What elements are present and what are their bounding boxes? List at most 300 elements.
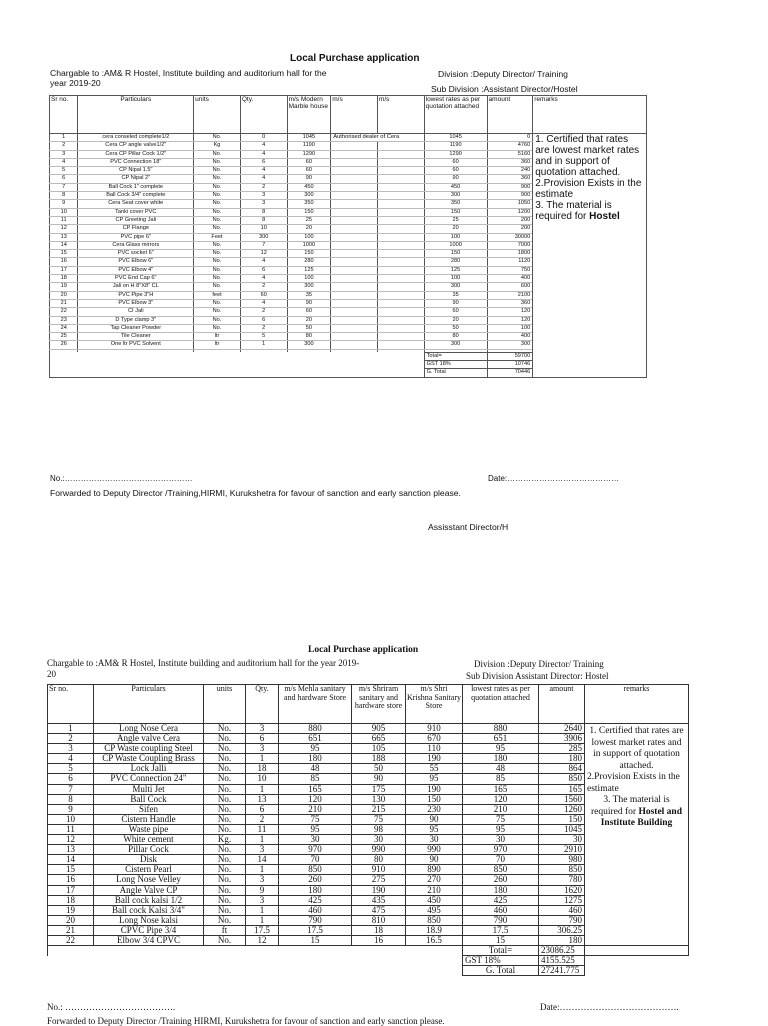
form2-cell-vendor3: 150: [406, 794, 463, 804]
form1-cell-amount: 4760: [487, 142, 533, 150]
form1-cell-lowest: 60: [424, 308, 487, 316]
form1-cell-qty: 0: [240, 134, 287, 142]
form1-cell-units: No.: [194, 208, 241, 216]
form1-cell-lowest: 1190: [424, 142, 487, 150]
form1-cell-srno: 24: [50, 324, 78, 332]
form1-cell-units: No.: [194, 316, 241, 324]
form1-cell-lowest: 150: [424, 208, 487, 216]
form2-cell-units: No.: [204, 915, 246, 925]
form2-header-qty: Qty.: [246, 685, 279, 724]
form2-cell-particulars: CP Waste Coupling Brass: [94, 754, 204, 764]
form2-cell-amount: 2910: [539, 845, 585, 855]
form1-cell-amount: 400: [487, 333, 533, 341]
form1-cell-qty: 8: [240, 208, 287, 216]
form1-cell-vendor3: [377, 341, 424, 349]
form2-cell-vendor2: 275: [352, 875, 406, 885]
form1-cell-lowest: 20: [424, 316, 487, 324]
form1-cell-lowest: 90: [424, 299, 487, 307]
form1-cell-vendor1: 100: [287, 275, 331, 283]
form1-header-vendor3: m/s: [377, 96, 424, 134]
form2-cell-particulars: Disk: [94, 855, 204, 865]
form2-cell-qty: 10: [246, 774, 279, 784]
form1-cell-amount: 1200: [487, 208, 533, 216]
form2-cell-vendor2: 50: [352, 764, 406, 774]
form1-cell-qty: 8: [240, 216, 287, 224]
form1-cell-particulars: One ltr PVC Solvent: [78, 341, 194, 349]
form1-cell-vendor2: [331, 308, 378, 316]
form1-cell-qty: 60: [240, 291, 287, 299]
form2-cell-vendor2: 188: [352, 754, 406, 764]
form2-cell-particulars: Multi Jet: [94, 784, 204, 794]
form1-cell-lowest: 150: [424, 250, 487, 258]
form2-cell-amount: 2640: [539, 724, 585, 734]
form1-cell-units: feet: [194, 291, 241, 299]
form2-cell-srno: 20: [48, 915, 94, 925]
form1-cell-lowest: 125: [424, 266, 487, 274]
form1-cell-vendor1: 280: [287, 258, 331, 266]
form2-table: [47, 684, 689, 976]
form1-chargeable-line2: year 2019-20: [50, 78, 101, 88]
form1-cell-lowest: 1290: [424, 150, 487, 158]
form2-cell-particulars: Ball Cock: [94, 794, 204, 804]
form2-cell-units: No.: [204, 804, 246, 814]
form1-cell-units: ltr: [194, 341, 241, 349]
form2-total-value: 23086.25: [539, 946, 585, 956]
form1-cell-srno: 14: [50, 241, 78, 249]
form1-cell-amount: 900: [487, 183, 533, 191]
form2-cell-units: No.: [204, 905, 246, 915]
form2-cell-vendor2: 905: [352, 724, 406, 734]
form1-cell-units: No.: [194, 158, 241, 166]
form2-cell-vendor1: 790: [279, 915, 352, 925]
form1-cell-amount: 7000: [487, 241, 533, 249]
form1-cell-vendor2: [331, 183, 378, 191]
form2-header-particulars: Particulars: [94, 685, 204, 724]
form1-cell-particulars: CI Jali: [78, 308, 194, 316]
form1-cell-qty: 6: [240, 266, 287, 274]
form1-cell-vendor3: [377, 150, 424, 158]
form2-cell-particulars: CPVC Pipe 3/4: [94, 925, 204, 935]
form1-cell-amount: 400: [487, 275, 533, 283]
form1-cell-qty: 6: [240, 158, 287, 166]
form2-cell-qty: 1: [246, 835, 279, 845]
form1-total-row: [50, 369, 647, 377]
form2-cell-lowest: 880: [463, 724, 539, 734]
form1-cell-vendor2: [331, 233, 378, 241]
form2-cell-qty: 6: [246, 804, 279, 814]
form2-cell-qty: 6: [246, 734, 279, 744]
form2-total-row: [48, 956, 689, 966]
form1-cell-particulars: PVC Elbow 4": [78, 266, 194, 274]
form2-cell-lowest: 48: [463, 764, 539, 774]
form1-cell-vendor1: 300: [287, 341, 331, 349]
form2-total-blank: [48, 946, 463, 956]
form2-cell-vendor3: 670: [406, 734, 463, 744]
form2-cell-qty: 2: [246, 814, 279, 824]
form2-cell-amount: 180: [539, 754, 585, 764]
form2-cell-vendor3: 55: [406, 764, 463, 774]
form1-cell-vendor2: [331, 142, 378, 150]
form2-cell-vendor1: 75: [279, 814, 352, 824]
form2-cell-qty: 1: [246, 754, 279, 764]
form2-cell-lowest: 30: [463, 835, 539, 845]
form1-cell-srno: 1: [50, 134, 78, 142]
form1-header-particulars: Particulars: [78, 96, 194, 134]
form2-cell-srno: 7: [48, 784, 94, 794]
form2-cell-amount: 850: [539, 774, 585, 784]
form2-cell-srno: 12: [48, 835, 94, 845]
form1-cell-particulars: CP Greeting Jali: [78, 216, 194, 224]
form1-cell-srno: 26: [50, 341, 78, 349]
form2-cell-amount: 780: [539, 875, 585, 885]
form2-cell-srno: 9: [48, 804, 94, 814]
form1-chargeable: [50, 68, 327, 88]
form2-cell-qty: 17.5: [246, 925, 279, 935]
form1-cell-qty: 3: [240, 200, 287, 208]
form1-cell-units: No.: [194, 250, 241, 258]
form1-cell-units: No.: [194, 192, 241, 200]
form2-header-remarks: remarks: [585, 685, 689, 724]
form1-cell-units: No.: [194, 183, 241, 191]
form2-remark-3-text: 3. The material is required for: [590, 795, 670, 817]
form1-cell-lowest: 280: [424, 258, 487, 266]
form2-total-value: 27241.775: [539, 966, 585, 976]
form1-cell-lowest: 50: [424, 324, 487, 332]
form2-cell-vendor3: 16.5: [406, 935, 463, 945]
form1-cell-amount: 750: [487, 266, 533, 274]
form2-cell-units: No.: [204, 865, 246, 875]
form1-cell-srno: 10: [50, 208, 78, 216]
form2-cell-qty: 18: [246, 764, 279, 774]
form1-cell-vendor2: [331, 333, 378, 341]
form1-cell-vendor2: [331, 241, 378, 249]
form1-cell-units: No.: [194, 283, 241, 291]
form2-cell-units: No.: [204, 754, 246, 764]
form2-cell-particulars: Long Nose Cera: [94, 724, 204, 734]
form2-total-label: Total=: [463, 946, 539, 956]
form2-cell-vendor2: 16: [352, 935, 406, 945]
form1-cell-vendor3: [377, 258, 424, 266]
form2-cell-srno: 4: [48, 754, 94, 764]
form1-cell-srno: 17: [50, 266, 78, 274]
form1-cell-qty: 4: [240, 167, 287, 175]
form1-cell-amount: 900: [487, 192, 533, 200]
form1-cell-vendor1: 1000: [287, 241, 331, 249]
form2-cell-vendor1: 70: [279, 855, 352, 865]
form1-cell-vendor1: 450: [287, 183, 331, 191]
form1-cell-srno: 6: [50, 175, 78, 183]
form2-total-label: GST 18%: [463, 956, 539, 966]
form2-cell-units: ft: [204, 925, 246, 935]
form1-cell-vendor2: [331, 158, 378, 166]
form2-cell-srno: 21: [48, 925, 94, 935]
form2-cell-amount: 1260: [539, 804, 585, 814]
form1-cell-particulars: Tanki cover PVC: [78, 208, 194, 216]
form1-cell-particulars: Cera CP Pillar Cock 1/2": [78, 150, 194, 158]
form1-cell-vendor3: [377, 250, 424, 258]
form1-title: Local Purchase application: [290, 53, 420, 64]
form1-cell-amount: 360: [487, 299, 533, 307]
form1-cell-particulars: Cera Glass mirrors: [78, 241, 194, 249]
form1-cell-srno: 4: [50, 158, 78, 166]
form1-cell-vendor1: 100: [287, 233, 331, 241]
form1-cell-vendor2: [331, 291, 378, 299]
form1-cell-lowest: 90: [424, 175, 487, 183]
form2-cell-srno: 17: [48, 885, 94, 895]
form1-cell-vendor2: [331, 324, 378, 332]
form1-cell-amount: 1800: [487, 250, 533, 258]
form1-cell-qty: 4: [240, 299, 287, 307]
form2-cell-srno: 22: [48, 935, 94, 945]
form1-cell-lowest: 300: [424, 283, 487, 291]
form1-cell-vendor3: [377, 183, 424, 191]
form1-cell-vendor3: [377, 167, 424, 175]
form2-cell-srno: 16: [48, 875, 94, 885]
form2-cell-vendor1: 85: [279, 774, 352, 784]
form1-total-blank: [50, 352, 425, 360]
form2-cell-amount: 864: [539, 764, 585, 774]
form1-cell-vendor1: 90: [287, 299, 331, 307]
form1-cell-srno: 13: [50, 233, 78, 241]
form1-cell-vendor1: 60: [287, 308, 331, 316]
form2-cell-vendor1: 210: [279, 804, 352, 814]
form2-cell-particulars: Angle valve Cera: [94, 734, 204, 744]
form2-cell-vendor1: 165: [279, 784, 352, 794]
form1-cell-vendor2: [331, 208, 378, 216]
form2-cell-units: No.: [204, 774, 246, 784]
form1-cell-units: No.: [194, 258, 241, 266]
form2-cell-units: No.: [204, 794, 246, 804]
form2-cell-qty: 1: [246, 784, 279, 794]
form2-cell-srno: 8: [48, 794, 94, 804]
form2-header-vendor1: m/s Mehla sanitary and hardware Store: [279, 685, 352, 724]
form2-cell-particulars: White cement: [94, 835, 204, 845]
form1-cell-qty: 2: [240, 324, 287, 332]
form2-total-row: [48, 966, 689, 976]
form2-cell-srno: 10: [48, 814, 94, 824]
form1-cell-units: No.: [194, 167, 241, 175]
form1-cell-vendor1: 60: [287, 158, 331, 166]
form1-cell-units: No.: [194, 324, 241, 332]
form1-cell-particulars: PVC Connection 18": [78, 158, 194, 166]
form1-cell-units: No.: [194, 150, 241, 158]
form1-cell-lowest: 80: [424, 333, 487, 341]
form2-remark-1: 1. Certified that rates are lowest market rates and in support of quotation attached.: [589, 726, 684, 771]
form2-cell-units: No.: [204, 895, 246, 905]
form2-cell-vendor2: 90: [352, 774, 406, 784]
form1-total-label: G. Total: [424, 369, 487, 377]
form1-cell-particulars: Ball Cock 1" complete: [78, 183, 194, 191]
form2-cell-lowest: 970: [463, 845, 539, 855]
form1-cell-units: No.: [194, 200, 241, 208]
form2-cell-vendor1: 880: [279, 724, 352, 734]
form2-cell-lowest: 790: [463, 915, 539, 925]
form1-total-label: GST 18%: [424, 361, 487, 369]
form2-cell-lowest: 425: [463, 895, 539, 905]
form2-cell-qty: 11: [246, 824, 279, 834]
form1-remark-3-text: 3. The material is required for: [535, 200, 612, 222]
form2-cell-lowest: 651: [463, 734, 539, 744]
form1-cell-amount: 360: [487, 158, 533, 166]
form2-remarks-cell: [585, 724, 689, 946]
form2-cell-srno: 3: [48, 744, 94, 754]
form2-remark-2: 2.Provision Exists in the estimate: [587, 772, 680, 794]
form1-cell-amount: 120: [487, 308, 533, 316]
form1-total-remarks-blank: [533, 352, 647, 360]
form1-cell-lowest: 60: [424, 158, 487, 166]
form1-total-value: 59700: [487, 352, 533, 360]
form2-header-vendor2: m/s Shriram sanitary and hardware store: [352, 685, 406, 724]
form2-cell-vendor3: 495: [406, 905, 463, 915]
form1-cell-amount: 1050: [487, 200, 533, 208]
form1-cell-units: No.: [194, 241, 241, 249]
form1-cell-vendor3: [377, 175, 424, 183]
form2-cell-units: No.: [204, 845, 246, 855]
form1-cell-srno: 19: [50, 283, 78, 291]
form1-cell-srno: 9: [50, 200, 78, 208]
form1-total-remarks-blank: [533, 361, 647, 369]
form2-cell-lowest: 75: [463, 814, 539, 824]
form1-no-line: No.:…………………………………………: [50, 474, 193, 483]
form1-cell-lowest: 25: [424, 216, 487, 224]
form1-cell-srno: 8: [50, 192, 78, 200]
form2-cell-vendor1: 460: [279, 905, 352, 915]
form2-cell-vendor1: 180: [279, 754, 352, 764]
form1-cell-amount: 0: [487, 134, 533, 142]
form2-cell-particulars: Lock Jalli: [94, 764, 204, 774]
form2-total-remarks-blank: [585, 956, 689, 966]
form2-cell-srno: 1: [48, 724, 94, 734]
form2-cell-units: No.: [204, 814, 246, 824]
form1-cell-srno: 3: [50, 150, 78, 158]
form2-cell-srno: 2: [48, 734, 94, 744]
form1-cell-particulars: PVC Pipe 3"H: [78, 291, 194, 299]
form1-cell-srno: 25: [50, 333, 78, 341]
form2-cell-vendor1: 95: [279, 824, 352, 834]
form1-cell-srno: 18: [50, 275, 78, 283]
form2-table-row: [48, 724, 689, 734]
form2-cell-amount: 1560: [539, 794, 585, 804]
form2-cell-vendor2: 665: [352, 734, 406, 744]
form1-cell-lowest: 60: [424, 167, 487, 175]
form2-cell-particulars: Sifen: [94, 804, 204, 814]
form1-cell-amount: 200: [487, 225, 533, 233]
form1-cell-qty: 10: [240, 225, 287, 233]
form1-cell-vendor1: 80: [287, 333, 331, 341]
form2-cell-qty: 12: [246, 935, 279, 945]
form1-header-qty: Qty.: [240, 96, 287, 134]
form1-cell-particulars: PVC socket 6": [78, 250, 194, 258]
form1-cell-amount: 360: [487, 175, 533, 183]
form2-cell-vendor2: 75: [352, 814, 406, 824]
form2-cell-vendor3: 230: [406, 804, 463, 814]
form1-cell-vendor3: [377, 316, 424, 324]
form2-cell-vendor2: 105: [352, 744, 406, 754]
form2-cell-amount: 306.25: [539, 925, 585, 935]
form2-cell-vendor1: 17.5: [279, 925, 352, 935]
form2-total-remarks-blank: [585, 946, 689, 956]
form1-cell-particulars: cera conseled complete1/2: [78, 134, 194, 142]
form1-total-remarks-blank: [533, 369, 647, 377]
form2-cell-qty: 1: [246, 865, 279, 875]
form2-cell-amount: 150: [539, 814, 585, 824]
form2-cell-vendor2: 215: [352, 804, 406, 814]
form1-total-row: [50, 361, 647, 369]
form1-cell-vendor1: 50: [287, 324, 331, 332]
form2-cell-vendor3: 18.9: [406, 925, 463, 935]
form2-cell-amount: 1275: [539, 895, 585, 905]
form1-header-units: units: [194, 96, 241, 134]
form1-cell-particulars: PVC Elbow 6": [78, 258, 194, 266]
form1-cell-units: No.: [194, 216, 241, 224]
form2-division: Division :Deputy Director/ Training: [474, 659, 604, 669]
form1-cell-units: ltr: [194, 333, 241, 341]
form2-cell-lowest: 460: [463, 905, 539, 915]
form1-cell-vendor2: [331, 225, 378, 233]
form2-cell-amount: 1045: [539, 824, 585, 834]
form1-cell-vendor3: [377, 291, 424, 299]
form1-cell-lowest: 35: [424, 291, 487, 299]
form1-cell-qty: 5: [240, 333, 287, 341]
form2-cell-units: No.: [204, 935, 246, 945]
form2-cell-units: No.: [204, 855, 246, 865]
form1-cell-lowest: 1045: [424, 134, 487, 142]
form1-cell-srno: 2: [50, 142, 78, 150]
form1-date-line: Date:……………………………………: [488, 474, 620, 483]
form2-chargeable-line2: 20: [47, 668, 56, 679]
form2-cell-vendor2: 810: [352, 915, 406, 925]
form2-cell-particulars: Ball cock Kalsi 3/4": [94, 905, 204, 915]
form1-cell-amount: 240: [487, 167, 533, 175]
form1-cell-vendor2: [331, 150, 378, 158]
form1-table: [49, 95, 647, 378]
form2-cell-particulars: Ball cock kalsi 1/2: [94, 895, 204, 905]
form2-header-units: units: [204, 685, 246, 724]
form2-cell-amount: 180: [539, 935, 585, 945]
form1-cell-units: No.: [194, 225, 241, 233]
form1-remarks-cell: [533, 134, 647, 352]
form1-cell-units: No.: [194, 299, 241, 307]
form1-cell-vendor3: [377, 299, 424, 307]
form1-cell-particulars: Tile Cleaner: [78, 333, 194, 341]
form1-total-value: 70446: [487, 369, 533, 377]
form1-cell-vendor3: [377, 283, 424, 291]
form2-cell-srno: 19: [48, 905, 94, 915]
form2-cell-lowest: 17.5: [463, 925, 539, 935]
form1-total-blank: [50, 361, 425, 369]
form2-header-srno: Sr no.: [48, 685, 94, 724]
form2-cell-vendor3: 30: [406, 835, 463, 845]
form1-authorised-note: Authorised dealer of Cera: [331, 134, 424, 142]
form1-sub-division: Sub Division :Assistant Director/Hostel: [431, 84, 578, 94]
form1-cell-amount: 1120: [487, 258, 533, 266]
form2-cell-qty: 3: [246, 724, 279, 734]
form1-division: Division :Deputy Director/ Training: [438, 69, 568, 79]
form1-cell-vendor1: 300: [287, 192, 331, 200]
form2-cell-vendor3: 210: [406, 885, 463, 895]
form2-cell-vendor2: 98: [352, 824, 406, 834]
form1-cell-vendor1: 20: [287, 225, 331, 233]
form1-header-vendor2: m/s: [331, 96, 378, 134]
form1-cell-particulars: CP Flange: [78, 225, 194, 233]
form1-cell-vendor1: 25: [287, 216, 331, 224]
form2-total-label: G. Total: [463, 966, 539, 976]
form2-cell-qty: 14: [246, 855, 279, 865]
form2-cell-vendor2: 18: [352, 925, 406, 935]
form1-cell-particulars: Tap Cleaner Powder: [78, 324, 194, 332]
form1-cell-lowest: 450: [424, 183, 487, 191]
form1-cell-qty: 4: [240, 258, 287, 266]
